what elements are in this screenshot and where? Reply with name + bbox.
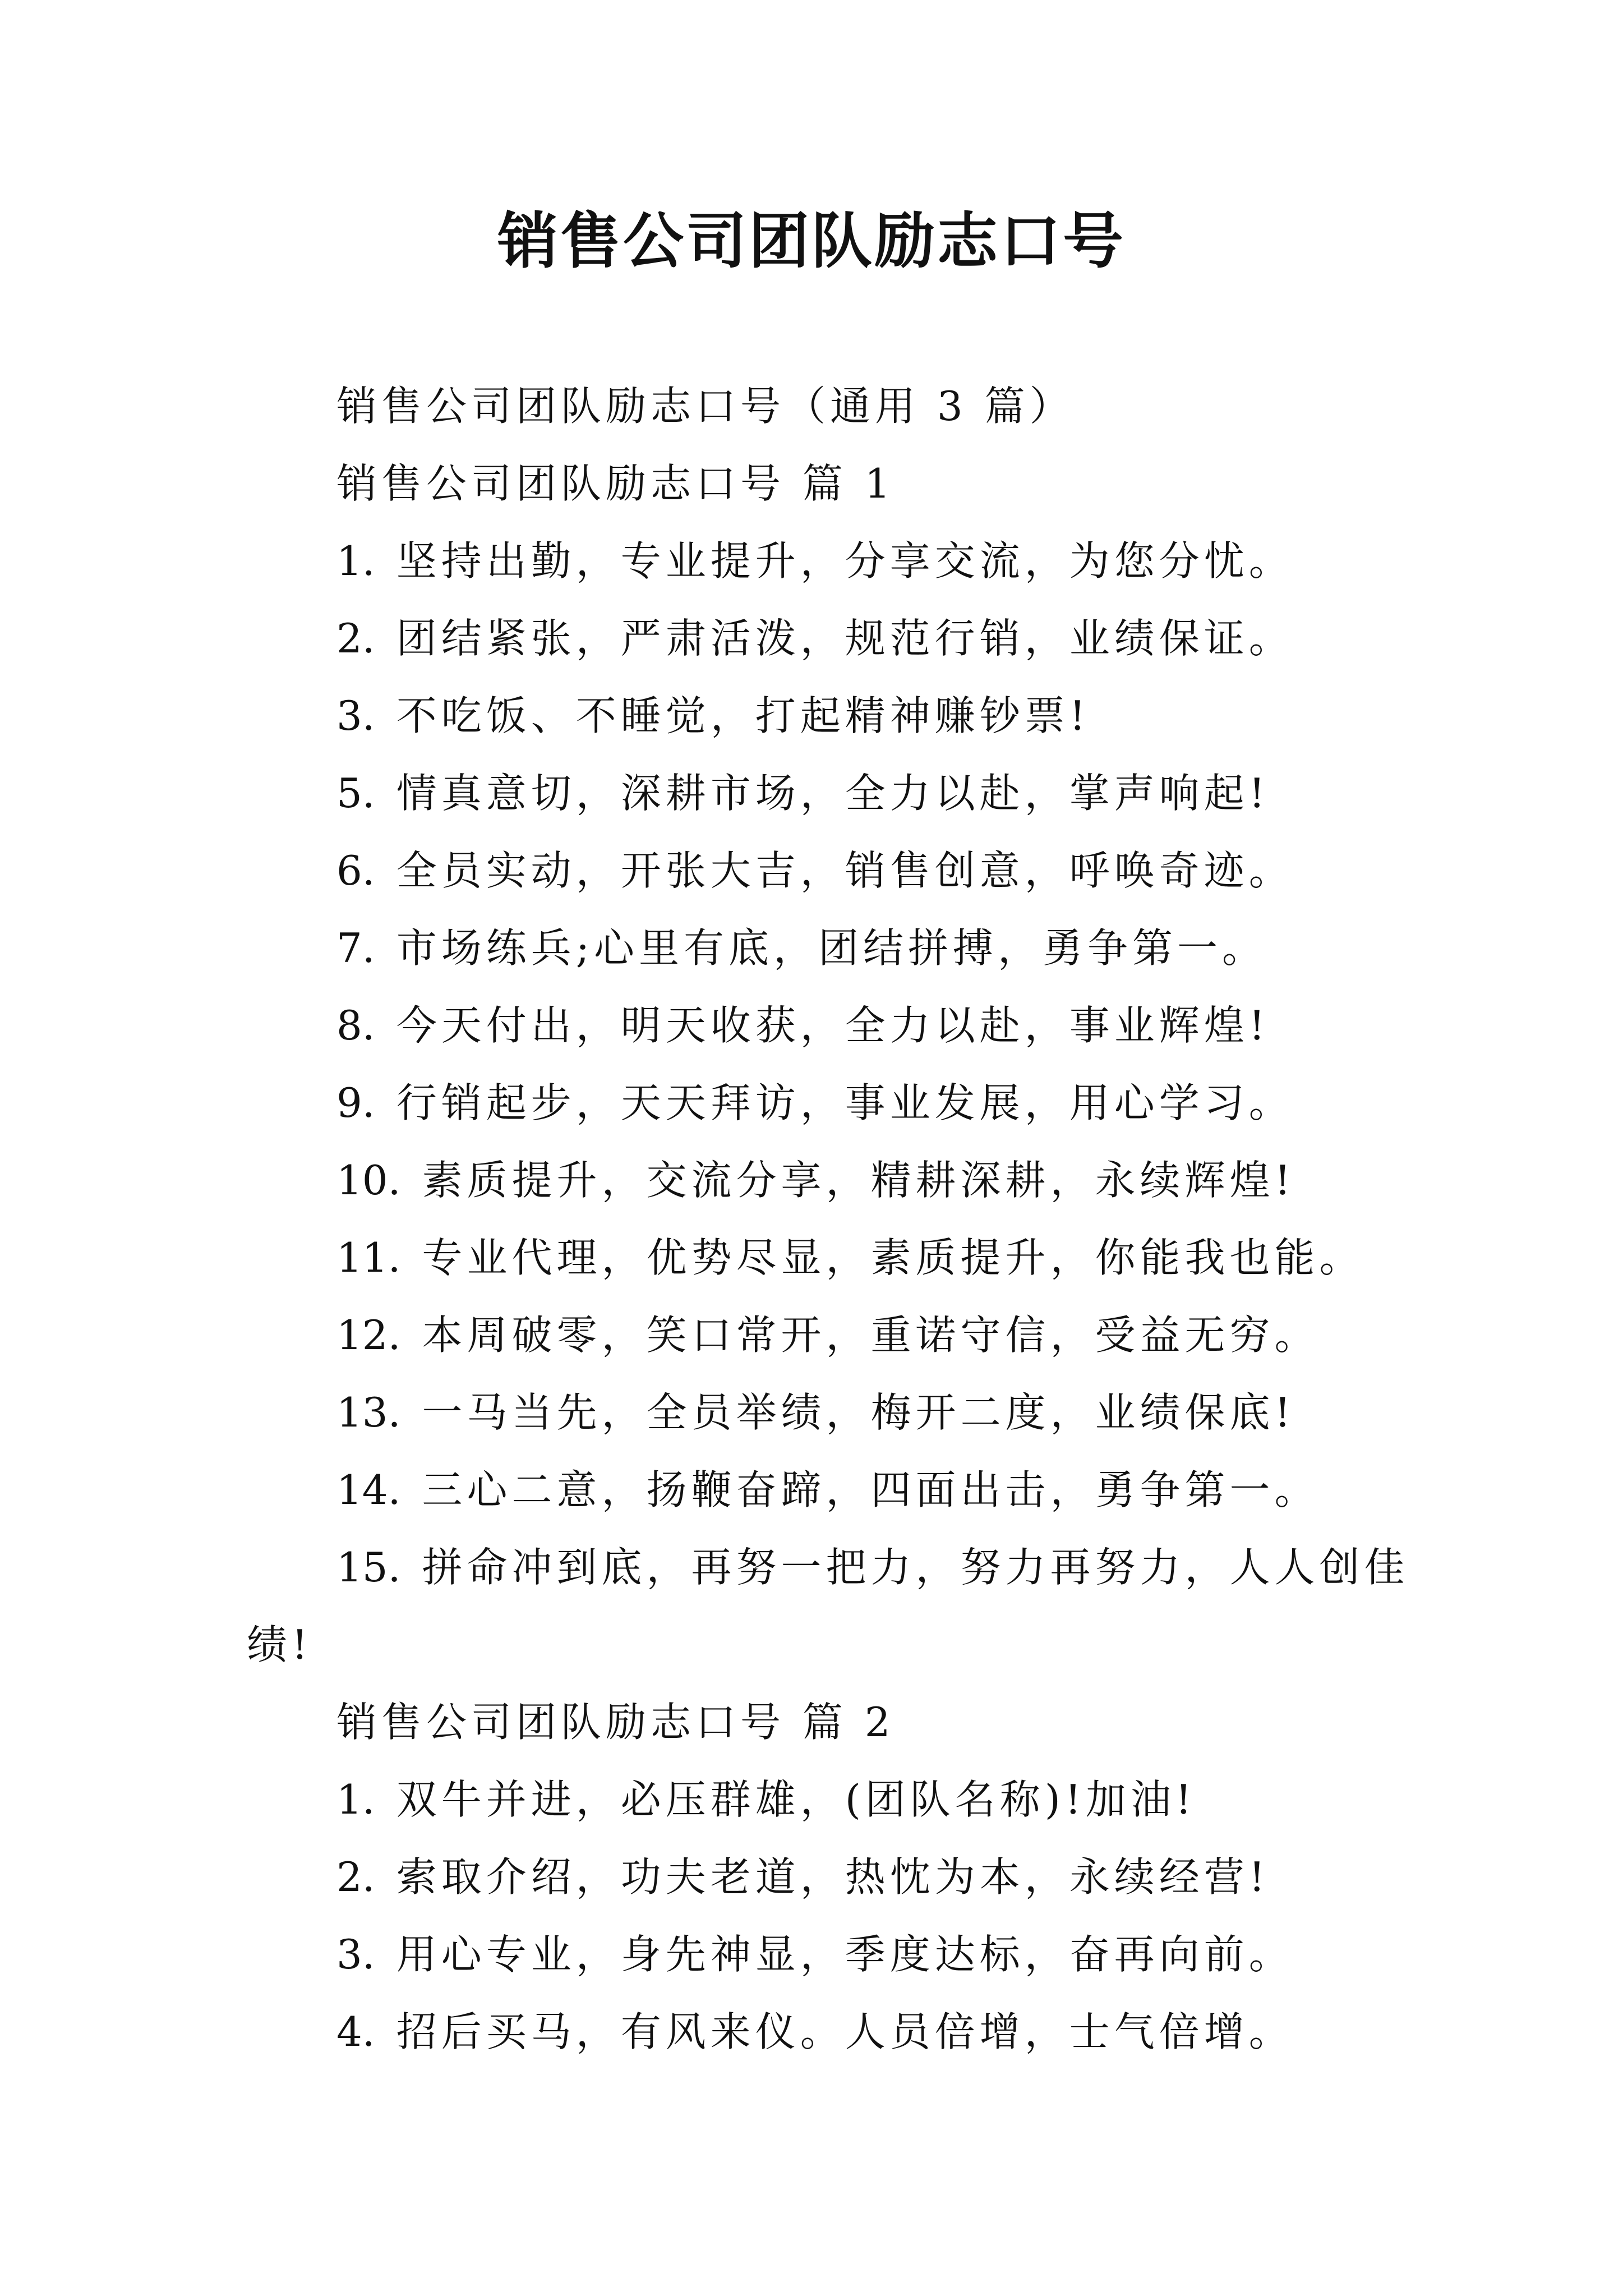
item-text: 团结紧张，严肃活泼，规范行销，业绩保证。 <box>396 615 1294 662</box>
document-title: 销售公司团队励志口号 <box>497 206 1126 277</box>
item-number: 5. <box>336 770 375 817</box>
item-number: 2. <box>336 615 375 662</box>
item-number: 9. <box>336 1079 375 1126</box>
item-text: 不吃饭、不睡觉，打起精神赚钞票! <box>396 692 1090 739</box>
item-number: 4. <box>336 2008 375 2055</box>
slogan-item <box>247 1374 1391 1451</box>
slogan-item <box>247 1142 1391 1219</box>
item-text: 一马当先，全员举绩，梅开二度，业绩保底! <box>422 1389 1295 1436</box>
item-text: 素质提升，交流分享，精耕深耕，永续辉煌! <box>422 1157 1295 1204</box>
slogan-item <box>247 987 1391 1064</box>
item-text: 本周破零，笑口常开，重诺守信，受益无穷。 <box>422 1312 1320 1359</box>
item-number: 7. <box>336 924 375 972</box>
item-text: 今天付出，明天收获，全力以赴，事业辉煌! <box>396 1002 1270 1049</box>
slogan-item <box>247 1993 1391 2070</box>
slogan-item <box>247 522 1391 600</box>
intro-line: 销售公司团队励志口号（通用 3 篇） <box>336 383 1075 430</box>
item-number: 12. <box>336 1312 401 1359</box>
item-number: 14. <box>336 1466 401 1513</box>
item-text: 索取介绍，功夫老道，热忱为本，永续经营! <box>396 1853 1270 1901</box>
item-number: 11. <box>336 1234 401 1281</box>
item-text: 三心二意，扬鞭奋蹄，四面出击，勇争第一。 <box>422 1466 1320 1513</box>
slogan-item <box>247 909 1391 987</box>
item-text: 双牛并进，必压群雄，(团队名称)!加油! <box>396 1776 1196 1823</box>
slogan-item <box>247 754 1391 832</box>
item-text: 情真意切，深耕市场，全力以赴，掌声响起! <box>396 770 1270 817</box>
item-number: 2. <box>336 1853 375 1901</box>
slogan-item <box>247 1296 1391 1374</box>
item-number: 1. <box>336 537 375 585</box>
slogan-item <box>247 1838 1391 1916</box>
slogan-item <box>247 677 1391 754</box>
section-heading: 销售公司团队励志口号 篇 1 <box>336 460 895 507</box>
section-heading: 销售公司团队励志口号 篇 2 <box>336 1699 895 1746</box>
item-number: 13. <box>336 1389 401 1436</box>
document-body <box>247 367 1409 2070</box>
item-text: 行销起步，天天拜访，事业发展，用心学习。 <box>396 1079 1294 1126</box>
slogan-item <box>247 1761 1391 1838</box>
item-number: 15. <box>336 1544 401 1591</box>
item-text: 专业代理，优势尽显，素质提升，你能我也能。 <box>422 1234 1364 1281</box>
item-number: 3. <box>336 1931 375 1978</box>
item-text: 市场练兵;心里有底，团结拼搏，勇争第一。 <box>396 924 1267 972</box>
slogan-item <box>247 1529 1409 1606</box>
item-number: 1. <box>336 1776 375 1823</box>
slogan-item-continuation: 绩! <box>247 1621 312 1668</box>
item-number: 3. <box>336 692 375 739</box>
item-text: 用心专业，身先神显，季度达标，奋再向前。 <box>396 1931 1294 1978</box>
slogan-item <box>247 832 1391 909</box>
item-number: 10. <box>336 1157 401 1204</box>
item-text: 坚持出勤，专业提升，分享交流，为您分忧。 <box>396 537 1294 585</box>
item-number: 8. <box>336 1002 375 1049</box>
item-text: 全员实动，开张大吉，销售创意，呼唤奇迹。 <box>396 847 1294 894</box>
slogan-item <box>247 1451 1391 1529</box>
slogan-item <box>247 1916 1391 1993</box>
slogan-item <box>247 600 1391 677</box>
slogan-item <box>247 1064 1391 1142</box>
item-number: 6. <box>336 847 375 894</box>
item-text: 拼命冲到底，再努一把力，努力再努力，人人创佳 <box>422 1544 1409 1591</box>
slogan-item <box>247 1219 1391 1296</box>
item-text: 招后买马，有风来仪。人员倍增，士气倍增。 <box>396 2008 1294 2055</box>
